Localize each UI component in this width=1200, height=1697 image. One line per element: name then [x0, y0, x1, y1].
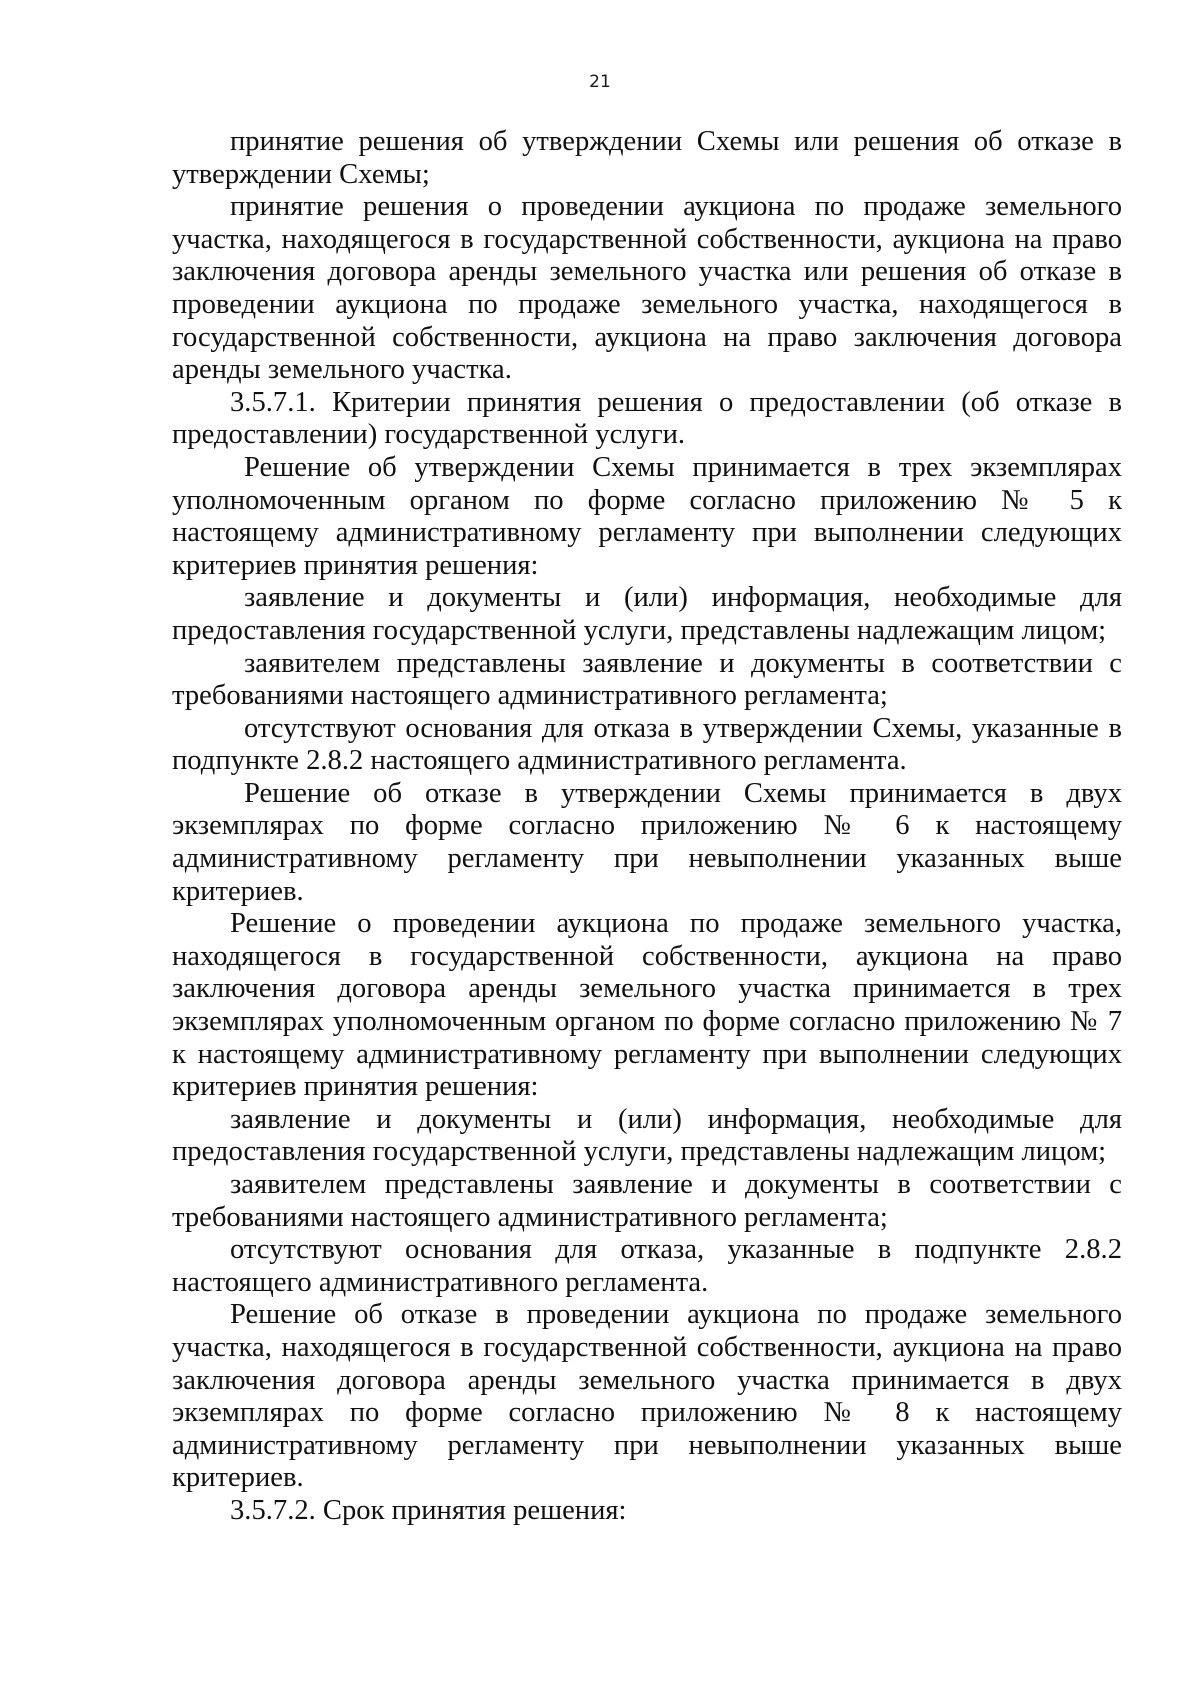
paragraph: принятие решения об утверждении Схемы или решения об отказе в утверждении Схемы;	[172, 126, 1122, 190]
paragraph: Решение об отказе в проведении аукциона по продаже земельного участка, находящегося в государственной собственности, аукциона на право заключения договора аренды земельного участка принимается в двух экземплярах по форме согласно приложению № 8 к настоящему административному регламенту при невыполнении указанных выше критериев.	[172, 1299, 1122, 1494]
paragraph: заявление и документы и (или) информация, необходимые для предоставления государственной услуги, представлены надлежащим лицом;	[172, 1103, 1122, 1168]
page-number: 21	[589, 72, 611, 92]
paragraph: заявителем представлены заявление и документы в соответствии с требованиями настоящего административного регламента;	[172, 647, 1122, 712]
paragraph: 3.5.7.1. Критерии принятия решения о предоставлении (об отказе в предоставлении) государственной услуги.	[172, 386, 1122, 451]
paragraph: отсутствуют основания для отказа, указанные в подпункте 2.8.2 настоящего административного регламента.	[172, 1234, 1122, 1298]
paragraph: заявителем представлены заявление и документы в соответствии с требованиями настоящего административного регламента;	[172, 1169, 1122, 1233]
paragraph: принятие решения о проведении аукциона по продаже земельного участка, находящегося в государственной собственности, аукциона на право заключения договора аренды земельного участка или решения об отказе в проведении аукциона по продаже земельного участка, находящегося в государственной собственности, аукциона на право заключения договора аренды земельного участка.	[172, 191, 1122, 386]
paragraph: отсутствуют основания для отказа в утверждении Схемы, указанные в подпункте 2.8.2 настоящего административного регламента.	[172, 712, 1122, 777]
document-body	[172, 126, 1122, 1528]
paragraph: Решение о проведении аукциона по продаже земельного участка, находящегося в государственной собственности, аукциона на право заключения договора аренды земельного участка принимается в трех экземплярах уполномоченным органом по форме согласно приложению № 7 к настоящему административному регламенту при выполнении следующих критериев принятия решения:	[172, 908, 1122, 1103]
section-heading: 3.5.7.2. Срок принятия решения:	[230, 1494, 627, 1526]
paragraph: Решение об утверждении Схемы принимается в трех экземплярах уполномоченным органом по форме согласно приложению № 5 к настоящему административному регламенту при выполнении следующих критериев принятия решения:	[172, 451, 1122, 581]
paragraph: заявление и документы и (или) информация, необходимые для предоставления государственной услуги, представлены надлежащим лицом;	[172, 582, 1122, 646]
paragraph: Решение об отказе в утверждении Схемы принимается в двух экземплярах по форме согласно приложению № 6 к настоящему административному регламенту при невыполнении указанных выше критериев.	[172, 777, 1122, 907]
